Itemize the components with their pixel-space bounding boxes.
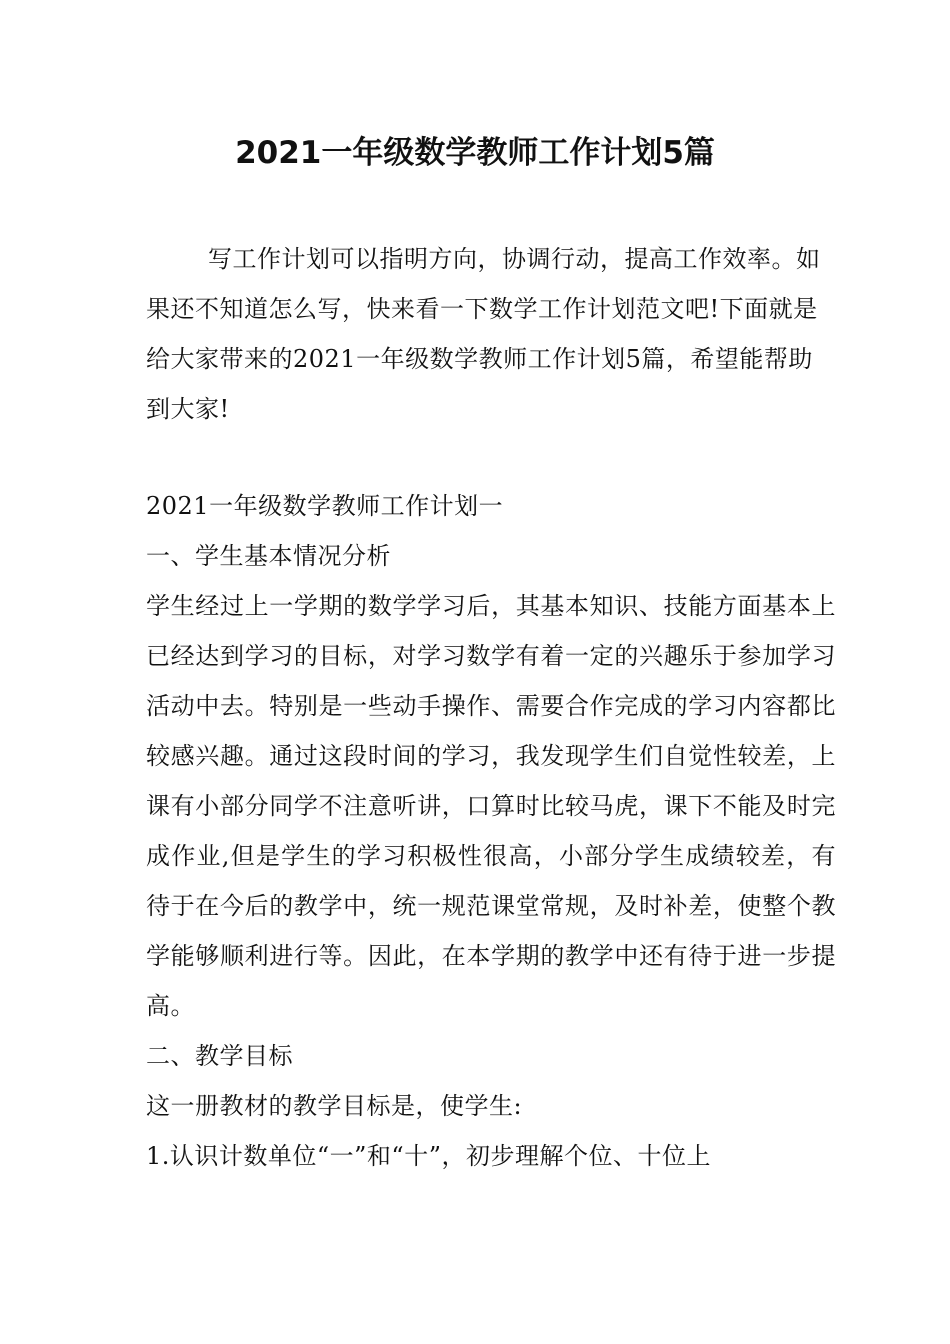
- document-body: [146, 481, 836, 1181]
- heading-teaching-goals: 二、教学目标: [146, 1042, 293, 1070]
- heading-student-analysis: 一、学生基本情况分析: [146, 542, 391, 570]
- intro-paragraph: 写工作计划可以指明方向，协调行动，提高工作效率。如果还不知道怎么写，快来看一下数学工作计划范文吧!下面就是给大家带来的2021一年级数学教师工作计划5篇，希望能帮助到大家!: [146, 245, 821, 423]
- paragraph-student-analysis: 学生经过上一学期的数学学习后，其基本知识、技能方面基本上已经达到学习的目标，对学习数学有着一定的兴趣乐于参加学习活动中去。特别是一些动手操作、需要合作完成的学习内容都比较感兴趣。通过这段时间的学习，我发现学生们自觉性较差，上课有小部分同学不注意听讲，口算时比较马虎，课下不能及时完成作业,但是学生的学习积极性很高，小部分学生成绩较差，有待于在今后的教学中，统一规范课堂常规，及时补差，使整个教学能够顺利进行等。因此，在本学期的教学中还有待于进一步提高。: [146, 592, 836, 1020]
- section-title: 2021一年级数学教师工作计划一: [146, 492, 504, 520]
- paragraph-teaching-goals: 这一册教材的教学目标是，使学生:: [146, 1092, 523, 1120]
- list-item: 1.认识计数单位“一”和“十”，初步理解个位、十位上: [146, 1142, 711, 1170]
- document-title: 2021一年级数学教师工作计划5篇: [235, 135, 715, 171]
